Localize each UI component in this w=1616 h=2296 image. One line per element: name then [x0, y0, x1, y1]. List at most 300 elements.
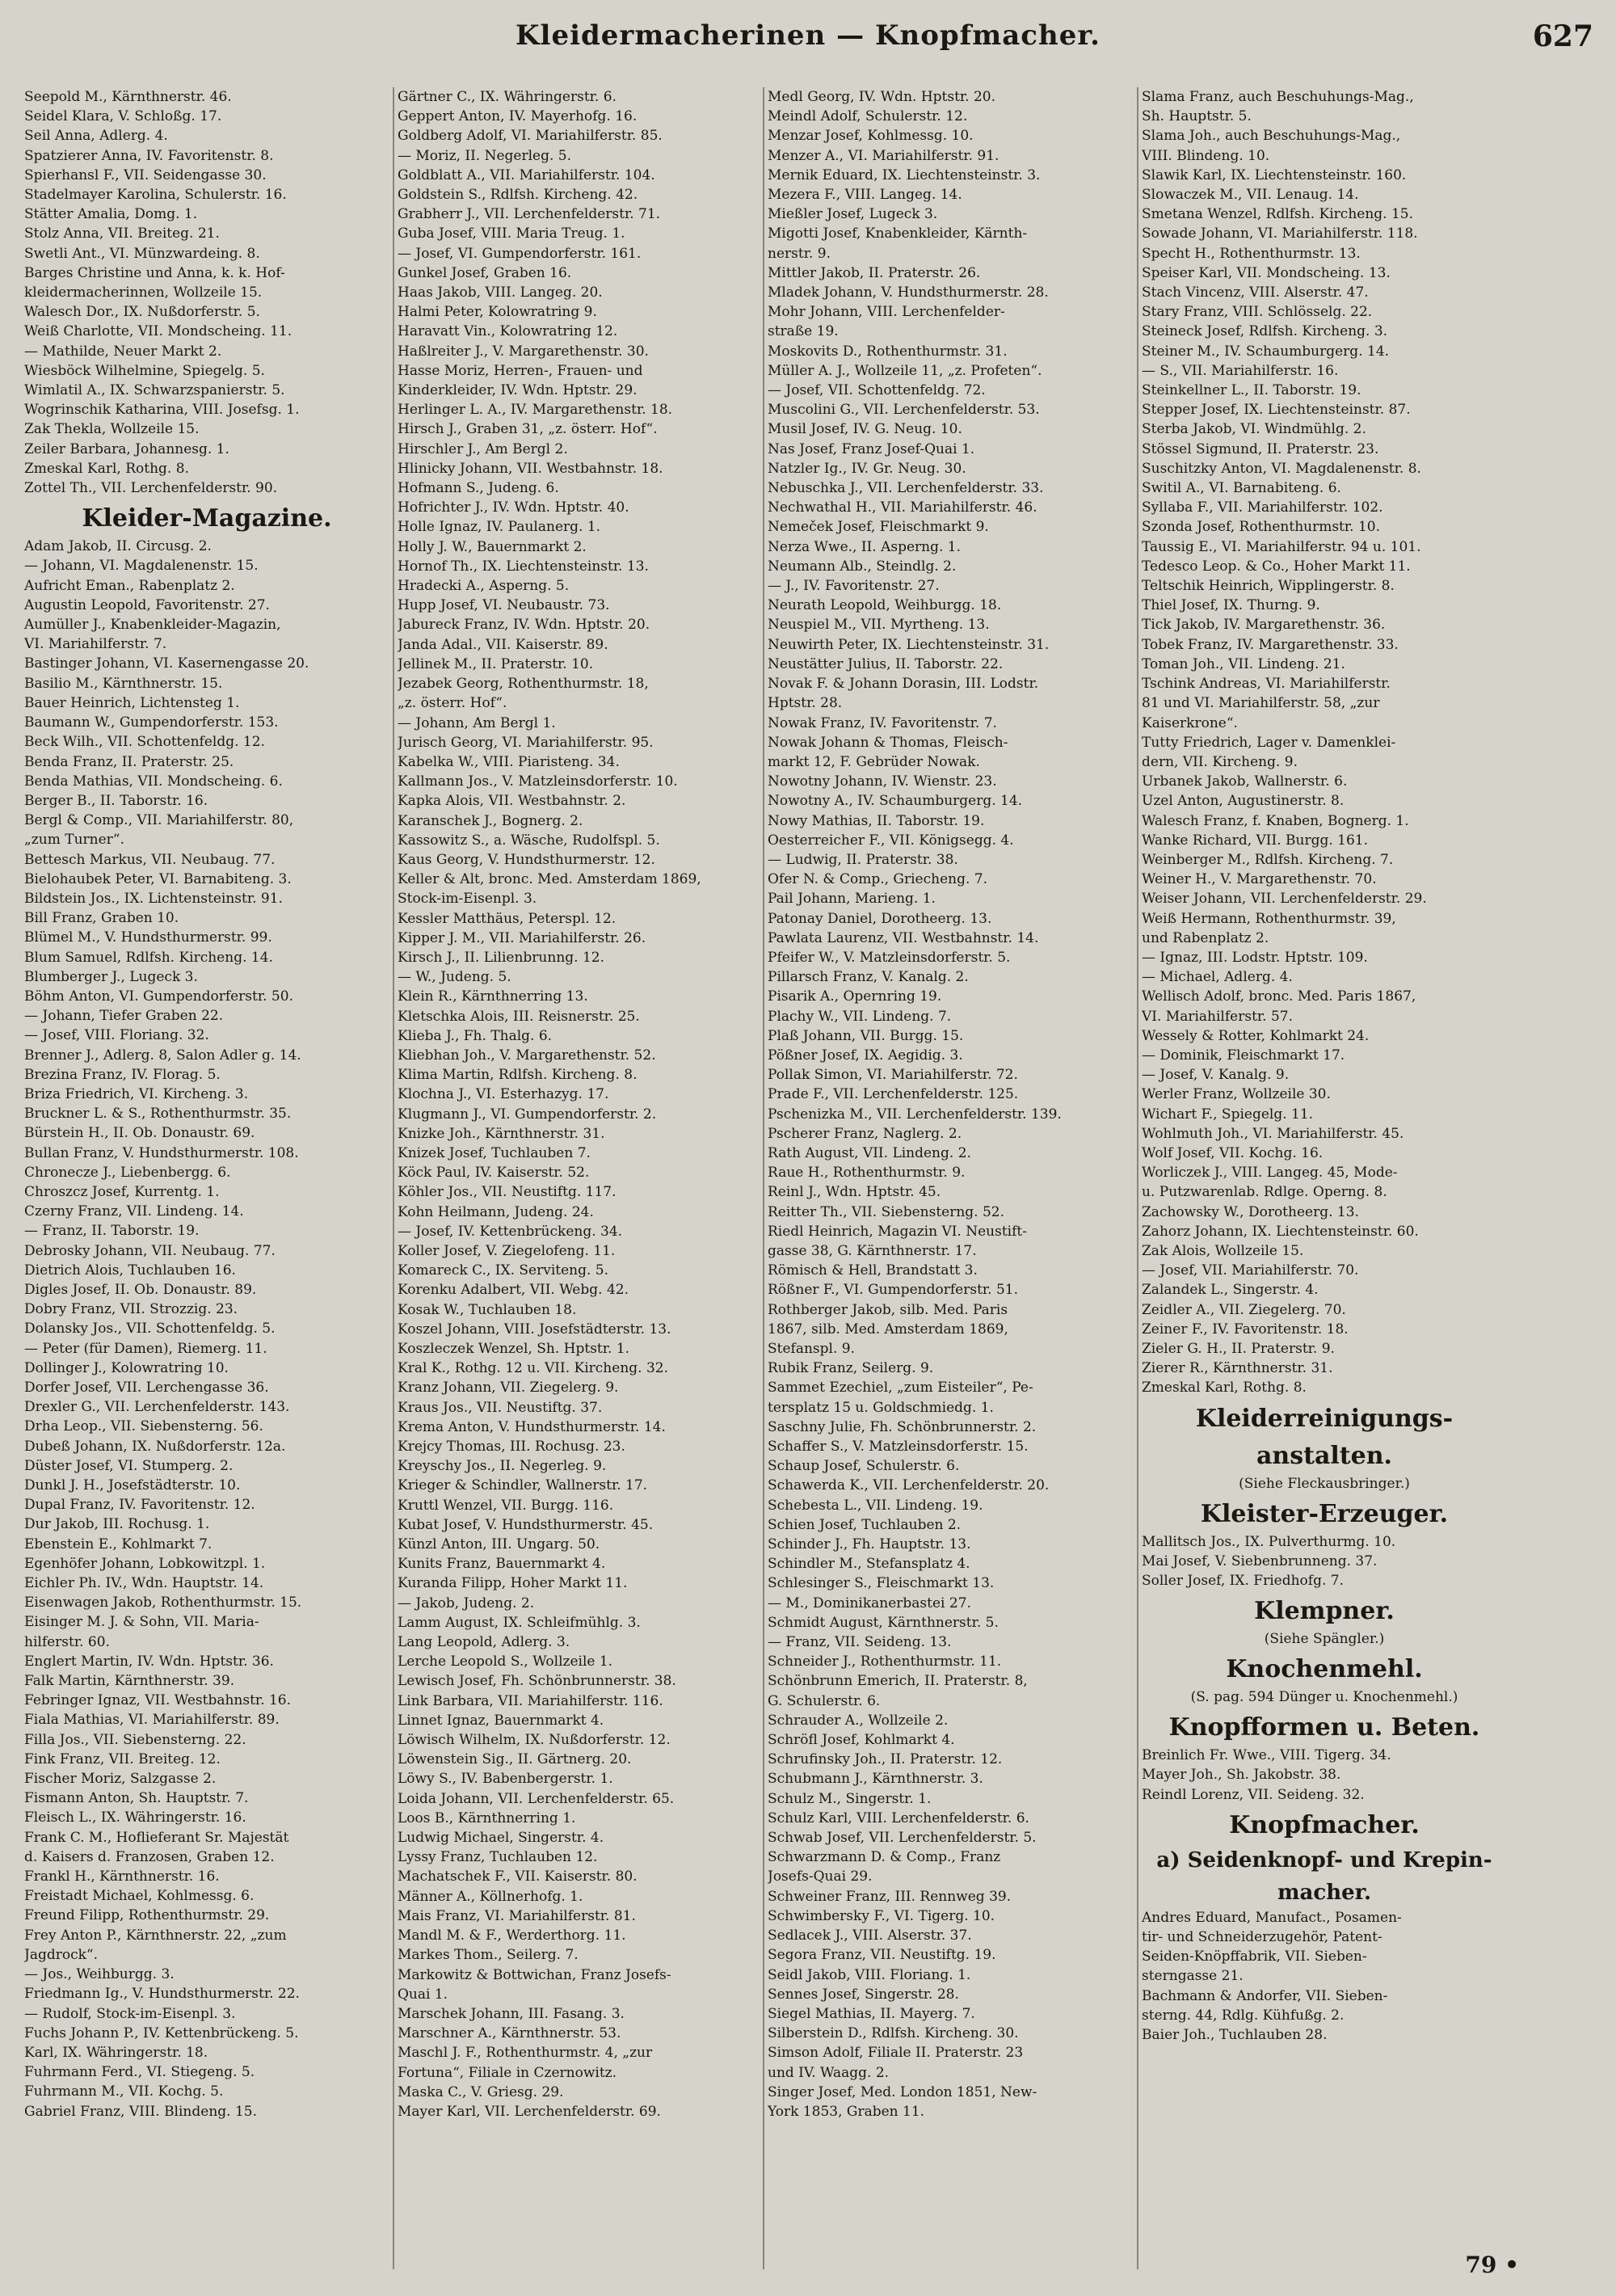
- directory-entry: Zmeskal Karl, Rothg. 8.: [24, 460, 189, 477]
- directory-entry: Markes Thom., Seilerg. 7.: [398, 1947, 579, 1964]
- directory-entry: Düster Josef, VI. Stumperg. 2.: [24, 1457, 234, 1474]
- directory-entry: Nemeček Josef, Fleischmarkt 9.: [768, 519, 989, 536]
- directory-entry: — Jos., Weihburgg. 3.: [24, 1966, 175, 1983]
- directory-entry: Blumberger J., Lugeck 3.: [24, 968, 198, 985]
- directory-entry: Jezabek Georg, Rothenthurmstr. 18,: [398, 676, 649, 693]
- directory-entry: Briza Friedrich, VI. Kircheng. 3.: [24, 1085, 249, 1102]
- directory-entry: Hornof Th., IX. Liechtensteinstr. 13.: [398, 558, 649, 575]
- directory-entry: Wiesböck Wilhelmine, Spiegelg. 5.: [24, 362, 265, 379]
- directory-entry: Schönbrunn Emerich, II. Praterstr. 8,: [768, 1673, 1028, 1690]
- directory-entry: Slowaczek M., VII. Lenaug. 14.: [1142, 187, 1359, 204]
- directory-entry: Schröfl Josef, Kohlmarkt 4.: [768, 1732, 955, 1749]
- directory-entry: Fink Franz, VII. Breiteg. 12.: [24, 1750, 221, 1767]
- directory-entry: Dubeß Johann, IX. Nußdorferstr. 12a.: [24, 1438, 286, 1455]
- directory-entry: Kraus Jos., VII. Neustiftg. 37.: [398, 1399, 603, 1416]
- directory-entry: Smetana Wenzel, Rdlfsh. Kircheng. 15.: [1142, 206, 1413, 223]
- directory-entry: Herlinger L. A., IV. Margarethenstr. 18.: [398, 402, 673, 419]
- directory-entry: Drexler G., VII. Lerchenfelderstr. 143.: [24, 1399, 290, 1416]
- directory-entry: Klima Martin, Rdlfsh. Kircheng. 8.: [398, 1067, 638, 1084]
- directory-entry: Zak Thekla, Wollzeile 15.: [24, 421, 200, 438]
- directory-entry: Krejcy Thomas, III. Rochusg. 23.: [398, 1439, 625, 1456]
- directory-entry: Migotti Josef, Knabenkleider, Kärnth-: [768, 225, 1028, 242]
- directory-entry: VI. Mariahilferstr. 7.: [24, 636, 167, 653]
- directory-entry: Spierhansl F., VII. Seidengasse 30.: [24, 166, 267, 183]
- directory-entry: Koller Josef, V. Ziegelofeng. 11.: [398, 1242, 616, 1259]
- directory-entry: Digles Josef, II. Ob. Donaustr. 89.: [24, 1281, 257, 1298]
- directory-entry: — Josef, IV. Kettenbrückeng. 34.: [398, 1223, 623, 1240]
- directory-entry: Pisarik A., Opernring 19.: [768, 988, 942, 1005]
- directory-entry: Neumann Alb., Steindlg. 2.: [768, 558, 957, 575]
- directory-entry: Kosak W., Tuchlauben 18.: [398, 1301, 577, 1318]
- directory-entry: Klugmann J., VI. Gumpendorferstr. 2.: [398, 1106, 657, 1123]
- directory-entry: Grabherr J., VII. Lerchenfelderstr. 71.: [398, 206, 661, 223]
- directory-entry: Uzel Anton, Augustinerstr. 8.: [1142, 793, 1345, 810]
- directory-entry: kleidermacherinnen, Wollzeile 15.: [24, 284, 263, 301]
- directory-entry: Benda Franz, II. Praterstr. 25.: [24, 753, 234, 770]
- directory-entry: Schlesinger S., Fleischmarkt 13.: [768, 1575, 995, 1592]
- section-heading: Knopfformen u. Beten.: [1168, 1713, 1480, 1742]
- directory-entry: Marschek Johann, III. Fasang. 3.: [398, 2005, 625, 2022]
- directory-entry: Weiß Hermann, Rothenthurmstr. 39,: [1142, 910, 1396, 927]
- directory-entry: Zottel Th., VII. Lerchenfelderstr. 90.: [24, 480, 278, 497]
- directory-entry: Slama Franz, auch Beschuhungs-Mag.,: [1142, 89, 1414, 105]
- directory-entry: Stolz Anna, VII. Breiteg. 21.: [24, 225, 220, 242]
- directory-entry: Rößner F., VI. Gumpendorferstr. 51.: [768, 1282, 1019, 1299]
- directory-entry: Mayer Joh., Sh. Jakobstr. 38.: [1142, 1767, 1341, 1784]
- directory-entry: Weinberger M., Rdlfsh. Kircheng. 7.: [1142, 851, 1394, 868]
- directory-entry: Kliebhan Joh., V. Margarethenstr. 52.: [398, 1047, 656, 1064]
- directory-entry: Schrufinsky Joh., II. Praterstr. 12.: [768, 1751, 1003, 1768]
- directory-entry: Eisinger M. J. & Sohn, VII. Maria-: [24, 1614, 259, 1631]
- directory-entry: Moskovits D., Rothenthurmstr. 31.: [768, 343, 1008, 360]
- directory-entry: Knizke Joh., Kärnthnerstr. 31.: [398, 1125, 605, 1142]
- directory-entry: Musil Josef, IV. G. Neug. 10.: [768, 421, 962, 438]
- column-3: [768, 87, 1133, 2269]
- directory-entry: Koszel Johann, VIII. Josefstädterstr. 13.: [398, 1321, 671, 1338]
- directory-entry: Mießler Josef, Lugeck 3.: [768, 206, 938, 223]
- directory-entry: markt 12, F. Gebrüder Nowak.: [768, 753, 980, 770]
- directory-entry: Suschitzky Anton, VI. Magdalenenstr. 8.: [1142, 460, 1421, 477]
- directory-entry: Kinderkleider, IV. Wdn. Hptstr. 29.: [398, 382, 638, 399]
- directory-entry: und Rabenplatz 2.: [1142, 929, 1269, 946]
- directory-entry: — S., VII. Mariahilferstr. 16.: [1142, 362, 1339, 379]
- directory-entry: Gärtner C., IX. Währingerstr. 6.: [398, 89, 617, 105]
- directory-entry: Dietrich Alois, Tuchlauben 16.: [24, 1262, 236, 1279]
- directory-entry: Köck Paul, IV. Kaiserstr. 52.: [398, 1165, 590, 1182]
- directory-entry: Schrauder A., Wollzeile 2.: [768, 1712, 949, 1729]
- directory-entry: gasse 38, G. Kärnthnerstr. 17.: [768, 1242, 977, 1259]
- directory-entry: Dunkl J. H., Josefstädterstr. 10.: [24, 1477, 241, 1494]
- directory-entry: Meindl Adolf, Schulerstr. 12.: [768, 108, 968, 125]
- directory-entry: Kohn Heilmann, Judeng. 24.: [398, 1203, 594, 1220]
- directory-entry: Lyssy Franz, Tuchlauben 12.: [398, 1849, 598, 1866]
- directory-entry: Wessely & Rotter, Kohlmarkt 24.: [1142, 1027, 1370, 1044]
- directory-entry: 81 und VI. Mariahilferstr. 58, „zur: [1142, 695, 1380, 712]
- directory-entry: Hlinicky Johann, VII. Westbahnstr. 18.: [398, 460, 663, 477]
- directory-entry: Fuchs Johann P., IV. Kettenbrückeng. 5.: [24, 2024, 299, 2041]
- directory-entry: Korenku Adalbert, VII. Webg. 42.: [398, 1282, 629, 1299]
- directory-entry: Reitter Th., VII. Siebensterng. 52.: [768, 1203, 1005, 1220]
- directory-entry: Baumann W., Gumpendorferstr. 153.: [24, 714, 279, 731]
- directory-entry: Zmeskal Karl, Rothg. 8.: [1142, 1380, 1307, 1397]
- directory-entry: Rath August, VII. Lindeng. 2.: [768, 1144, 971, 1161]
- directory-entry: Klieba J., Fh. Thalg. 6.: [398, 1027, 553, 1044]
- directory-entry: Chroszcz Josef, Kurrentg. 1.: [24, 1183, 220, 1200]
- directory-entry: Stadelmayer Karolina, Schulerstr. 16.: [24, 187, 287, 204]
- directory-entry: Adam Jakob, II. Circusg. 2.: [24, 538, 212, 555]
- directory-entry: Tedesco Leop. & Co., Hoher Markt 11.: [1142, 558, 1411, 575]
- directory-entry: Hofmann S., Judeng. 6.: [398, 480, 559, 497]
- directory-entry: Guba Josef, VIII. Maria Treug. 1.: [398, 225, 625, 242]
- directory-entry: Plaß Johann, VII. Burgg. 15.: [768, 1027, 964, 1044]
- directory-entry: — Johann, VI. Magdalenenstr. 15.: [24, 558, 259, 575]
- directory-entry: Schinder J., Fh. Hauptstr. 13.: [768, 1536, 971, 1553]
- directory-entry: Markowitz & Bottwichan, Franz Josefs-: [398, 1966, 671, 1983]
- directory-entry: — Josef, V. Kanalg. 9.: [1142, 1067, 1290, 1084]
- directory-entry: Hirsch J., Graben 31, „z. österr. Hof“.: [398, 421, 658, 438]
- directory-entry: Zahorz Johann, IX. Liechtensteinstr. 60.: [1142, 1223, 1419, 1240]
- directory-entry: Mernik Eduard, IX. Liechtensteinstr. 3.: [768, 166, 1041, 183]
- directory-entry: Augustin Leopold, Favoritenstr. 27.: [24, 596, 270, 613]
- directory-entry: Müller A. J., Wollzeile 11, „z. Profeten“.: [768, 362, 1042, 379]
- directory-entry: Benda Mathias, VII. Mondscheing. 6.: [24, 773, 283, 790]
- directory-entry: Silberstein D., Rdlfsh. Kircheng. 30.: [768, 2025, 1019, 2042]
- directory-entry: Switil A., VI. Barnabiteng. 6.: [1142, 480, 1341, 497]
- directory-entry: Wohlmuth Joh., VI. Mariahilferstr. 45.: [1142, 1125, 1404, 1142]
- directory-entry: — W., Judeng. 5.: [398, 969, 511, 986]
- directory-entry: Novak F. & Johann Dorasin, III. Lodstr.: [768, 676, 1039, 693]
- directory-entry: Natzler Ig., IV. Gr. Neug. 30.: [768, 460, 966, 477]
- directory-entry: Köhler Jos., VII. Neustiftg. 117.: [398, 1184, 617, 1201]
- directory-entry: Beck Wilh., VII. Schottenfeldg. 12.: [24, 734, 265, 751]
- directory-entry: — Ludwig, II. Praterstr. 38.: [768, 851, 958, 868]
- directory-entry: Zeiner F., IV. Favoritenstr. 18.: [1142, 1321, 1349, 1338]
- directory-entry: Werler Franz, Wollzeile 30.: [1142, 1086, 1331, 1103]
- directory-entry: Bill Franz, Graben 10.: [24, 910, 179, 927]
- directory-entry: Reindl Lorenz, VII. Seideng. 32.: [1142, 1786, 1365, 1803]
- directory-entry: Stätter Amalia, Domg. 1.: [24, 206, 198, 223]
- directory-entry: Seepold M., Kärnthnerstr. 46.: [24, 89, 232, 105]
- directory-entry: Kassowitz S., a. Wäsche, Rudolfspl. 5.: [398, 832, 660, 849]
- directory-entry: Jabureck Franz, IV. Wdn. Hptstr. 20.: [398, 617, 650, 634]
- directory-entry: Marschner A., Kärnthnerstr. 53.: [398, 2025, 621, 2042]
- directory-entry: Bergl & Comp., VII. Mariahilferstr. 80,: [24, 812, 294, 829]
- directory-entry: Komareck C., IX. Serviteng. 5.: [398, 1262, 609, 1279]
- directory-entry: — Franz, VII. Seideng. 13.: [768, 1634, 952, 1651]
- directory-entry: Falk Martin, Kärnthnerstr. 39.: [24, 1673, 235, 1690]
- directory-entry: Schulz M., Singerstr. 1.: [768, 1790, 932, 1807]
- directory-entry: Karanschek J., Bognerg. 2.: [398, 812, 583, 829]
- directory-entry: d. Kaisers d. Franzosen, Graben 12.: [24, 1848, 275, 1865]
- directory-entry: Basilio M., Kärnthnerstr. 15.: [24, 675, 223, 692]
- directory-entry: — Ignaz, III. Lodstr. Hptstr. 109.: [1142, 949, 1368, 966]
- directory-entry: Kubat Josef, V. Hundsthurmerstr. 45.: [398, 1516, 654, 1533]
- directory-entry: u. Putzwarenlab. Rdlge. Operng. 8.: [1142, 1184, 1387, 1201]
- directory-entry: VIII. Blindeng. 10.: [1142, 147, 1270, 164]
- directory-entry: Bettesch Markus, VII. Neubaug. 77.: [24, 851, 276, 868]
- directory-entry: Fuhrmann M., VII. Kochg. 5.: [24, 2083, 224, 2100]
- directory-entry: Thiel Josef, IX. Thurng. 9.: [1142, 597, 1320, 614]
- section-heading: Kleister-Erzeuger.: [1200, 1499, 1449, 1528]
- directory-entry: Pfeifer W., V. Matzleinsdorferstr. 5.: [768, 949, 1011, 966]
- column-2: [398, 87, 763, 2269]
- directory-entry: Ludwig Michael, Singerstr. 4.: [398, 1830, 604, 1847]
- directory-entry: Andres Eduard, Manufact., Posamen-: [1142, 1909, 1402, 1926]
- directory-entry: Bielohaubek Peter, VI. Barnabiteng. 3.: [24, 870, 292, 887]
- directory-entry: Gabriel Franz, VIII. Blindeng. 15.: [24, 2103, 257, 2120]
- directory-entry: Nowotny Johann, IV. Wienstr. 23.: [768, 773, 997, 790]
- directory-entry: Dupal Franz, IV. Favoritenstr. 12.: [24, 1497, 255, 1514]
- directory-entry: Weiß Charlotte, VII. Mondscheing. 11.: [24, 323, 292, 340]
- directory-entry: Bullan Franz, V. Hundsthurmerstr. 108.: [24, 1144, 299, 1161]
- directory-entry: Pollak Simon, VI. Mariahilferstr. 72.: [768, 1067, 1018, 1084]
- directory-entry: — Mathilde, Neuer Markt 2.: [24, 343, 222, 360]
- directory-entry: Kirsch J., II. Lilienbrunng. 12.: [398, 949, 604, 966]
- directory-entry: Pail Johann, Marieng. 1.: [768, 891, 936, 908]
- directory-entry: Zachowsky W., Dorotheerg. 13.: [1142, 1203, 1359, 1220]
- directory-entry: Schebesta L., VII. Lindeng. 19.: [768, 1497, 983, 1514]
- directory-entry: Rubik Franz, Seilerg. 9.: [768, 1360, 934, 1377]
- directory-entry: Nowy Mathias, II. Taborstr. 19.: [768, 812, 985, 829]
- directory-entry: Freistadt Michael, Kohlmessg. 6.: [24, 1888, 255, 1905]
- directory-entry: Slawik Karl, IX. Liechtensteinstr. 160.: [1142, 166, 1407, 183]
- directory-entry: Sedlacek J., VIII. Alserstr. 37.: [768, 1927, 972, 1944]
- directory-entry: Kranz Johann, VII. Ziegelerg. 9.: [398, 1380, 619, 1397]
- directory-entry: 1867, silb. Med. Amsterdam 1869,: [768, 1321, 1008, 1338]
- directory-entry: — Rudolf, Stock-im-Eisenpl. 3.: [24, 2005, 236, 2022]
- directory-entry: Chronecze J., Liebenbergg. 6.: [24, 1164, 231, 1181]
- column-1: [24, 87, 389, 2269]
- directory-entry: Eichler Ph. IV., Wdn. Hauptstr. 14.: [24, 1575, 264, 1592]
- directory-entry: Böhm Anton, VI. Gumpendorferstr. 50.: [24, 988, 293, 1005]
- directory-entry: Fleisch L., IX. Währingerstr. 16.: [24, 1809, 246, 1826]
- directory-entry: Bachmann & Andorfer, VII. Sieben-: [1142, 1987, 1388, 2004]
- directory-entry: G. Schulerstr. 6.: [768, 1692, 881, 1709]
- directory-entry: Singer Josef, Med. London 1851, New-: [768, 2083, 1037, 2100]
- directory-entry: — Josef, VII. Mariahilferstr. 70.: [1142, 1262, 1359, 1279]
- directory-entry: Hptstr. 28.: [768, 695, 843, 712]
- directory-entry: Goldberg Adolf, VI. Mariahilferstr. 85.: [398, 128, 663, 145]
- directory-entry: Schneider J., Rothenthurmstr. 11.: [768, 1654, 1002, 1670]
- directory-entry: Machatschek F., VII. Kaiserstr. 80.: [398, 1868, 638, 1885]
- directory-entry: Schien Josef, Tuchlauben 2.: [768, 1516, 962, 1533]
- directory-entry: Keller & Alt, bronc. Med. Amsterdam 1869,: [398, 871, 701, 888]
- directory-entry: Römisch & Hell, Brandstatt 3.: [768, 1262, 978, 1279]
- directory-entry: Soller Josef, IX. Friedhofg. 7.: [1142, 1573, 1344, 1590]
- directory-entry: Goldblatt A., VII. Mariahilferstr. 104.: [398, 166, 655, 183]
- directory-entry: Nebuschka J., VII. Lerchenfelderstr. 33.: [768, 480, 1044, 497]
- directory-entry: Plachy W., VII. Lindeng. 7.: [768, 1008, 952, 1025]
- section-heading: anstalten.: [1256, 1441, 1393, 1470]
- directory-entry: hilferstr. 60.: [24, 1633, 110, 1650]
- directory-entry: — Peter (für Damen), Riemerg. 11.: [24, 1340, 267, 1357]
- directory-entry: Holle Ignaz, IV. Paulanerg. 1.: [398, 519, 601, 536]
- directory-entry: Stach Vincenz, VIII. Alserstr. 47.: [1142, 284, 1369, 301]
- directory-entry: Maschl J. F., Rothenthurmstr. 4, „zur: [398, 2045, 653, 2062]
- directory-entry: Linnet Ignaz, Bauernmarkt 4.: [398, 1712, 604, 1729]
- directory-entry: Künzl Anton, III. Ungarg. 50.: [398, 1536, 600, 1553]
- directory-entry: — Josef, VII. Schottenfeldg. 72.: [768, 382, 986, 399]
- directory-entry: Geppert Anton, IV. Mayerhofg. 16.: [398, 108, 638, 125]
- directory-entry: Stössel Sigmund, II. Praterstr. 23.: [1142, 440, 1379, 457]
- directory-entry: Loos B., Kärnthnerring 1.: [398, 1809, 576, 1826]
- directory-entry: Mayer Karl, VII. Lerchenfelderstr. 69.: [398, 2103, 661, 2120]
- directory-entry: Dorfer Josef, VII. Lerchengasse 36.: [24, 1380, 269, 1396]
- directory-entry: Jurisch Georg, VI. Mariahilferstr. 95.: [398, 734, 654, 751]
- directory-entry: Fiala Mathias, VI. Mariahilferstr. 89.: [24, 1712, 280, 1729]
- directory-entry: Bürstein H., II. Ob. Donaustr. 69.: [24, 1125, 255, 1142]
- directory-entry: Schaup Josef, Schulerstr. 6.: [768, 1458, 960, 1475]
- directory-entry: Weiner H., V. Margarethenstr. 70.: [1142, 871, 1377, 888]
- directory-entry: Kabelka W., VIII. Piaristeng. 34.: [398, 753, 620, 770]
- directory-entry: Jagdrock“.: [24, 1946, 98, 1963]
- directory-entry: Sammet Ezechiel, „zum Eisteiler“, Pe-: [768, 1380, 1033, 1397]
- directory-entry: Quai 1.: [398, 1986, 448, 2003]
- directory-entry: Dobry Franz, VII. Strozzig. 23.: [24, 1301, 238, 1318]
- directory-entry: nerstr. 9.: [768, 245, 831, 262]
- directory-entry: Schweiner Franz, III. Rennweg 39.: [768, 1888, 1012, 1905]
- directory-entry: Zeiler Barbara, Johannesg. 1.: [24, 440, 229, 457]
- directory-entry: Segora Franz, VII. Neustiftg. 19.: [768, 1947, 996, 1964]
- directory-entry: Pillarsch Franz, V. Kanalg. 2.: [768, 969, 969, 986]
- directory-entry: Stock-im-Eisenpl. 3.: [398, 891, 537, 908]
- directory-entry: Steineck Josef, Rdlfsh. Kircheng. 3.: [1142, 323, 1388, 340]
- directory-entry: Taussig E., VI. Mariahilferstr. 94 u. 101.: [1142, 538, 1421, 555]
- directory-entry: — Johann, Tiefer Graben 22.: [24, 1008, 224, 1025]
- directory-entry: Kunits Franz, Bauernmarkt 4.: [398, 1556, 606, 1573]
- directory-entry: Swetli Ant., VI. Münzwardeing. 8.: [24, 245, 260, 262]
- directory-entry: Knizek Josef, Tuchlauben 7.: [398, 1144, 591, 1161]
- directory-entry: Menzar Josef, Kohlmessg. 10.: [768, 128, 974, 145]
- directory-entry: Zalandek L., Singerstr. 4.: [1142, 1282, 1319, 1299]
- directory-entry: Spatzierer Anna, IV. Favoritenstr. 8.: [24, 147, 274, 164]
- directory-entry: — Dominik, Fleischmarkt 17.: [1142, 1047, 1345, 1064]
- directory-entry: Zak Alois, Wollzeile 15.: [1142, 1242, 1304, 1259]
- directory-entry: Muscolini G., VII. Lerchenfelderstr. 53.: [768, 402, 1040, 419]
- directory-entry: Kuranda Filipp, Hoher Markt 11.: [398, 1575, 628, 1592]
- directory-entry: Brenner J., Adlerg. 8, Salon Adler g. 14.: [24, 1047, 301, 1064]
- directory-entry: Friedmann Ig., V. Hundsthurmerstr. 22.: [24, 1986, 300, 2003]
- directory-entry: — J., IV. Favoritenstr. 27.: [768, 578, 940, 595]
- directory-entry: Neustätter Julius, II. Taborstr. 22.: [768, 655, 1004, 672]
- directory-entry: Wellisch Adolf, bronc. Med. Paris 1867,: [1142, 988, 1416, 1005]
- directory-entry: Tobek Franz, IV. Margarethenstr. 33.: [1142, 636, 1399, 653]
- directory-entry: Goldstein S., Rdlfsh. Kircheng. 42.: [398, 187, 638, 204]
- directory-entry: Mais Franz, VI. Mariahilferstr. 81.: [398, 1907, 636, 1924]
- directory-entry: Siegel Mathias, II. Mayerg. 7.: [768, 2005, 975, 2022]
- directory-entry: Kipper J. M., VII. Mariahilferstr. 26.: [398, 929, 646, 946]
- column-divider: [1137, 87, 1138, 2269]
- directory-entry: Koszleczek Wenzel, Sh. Hptstr. 1.: [398, 1341, 630, 1357]
- directory-entry: Syllaba F., VII. Mariahilferstr. 102.: [1142, 499, 1383, 516]
- directory-entry: Dollinger J., Kolowratring 10.: [24, 1359, 229, 1376]
- directory-entry: Rothberger Jakob, silb. Med. Paris: [768, 1301, 1008, 1318]
- directory-entry: Drha Leop., VII. Siebensterng. 56.: [24, 1418, 263, 1435]
- directory-entry: Riedl Heinrich, Magazin VI. Neustift-: [768, 1223, 1027, 1240]
- directory-entry: — Franz, II. Taborstr. 19.: [24, 1223, 200, 1240]
- directory-entry: Löwisch Wilhelm, IX. Nußdorferstr. 12.: [398, 1732, 671, 1749]
- directory-entry: Holly J. W., Bauernmarkt 2.: [398, 538, 587, 555]
- directory-entry: Kallmann Jos., V. Matzleinsdorferstr. 10.: [398, 773, 678, 790]
- directory-entry: Hradecki A., Asperng. 5.: [398, 578, 570, 595]
- directory-entry: Frey Anton P., Kärnthnerstr. 22, „zum: [24, 1927, 287, 1944]
- directory-entry: Mezera F., VIII. Langeg. 14.: [768, 187, 962, 204]
- column-divider: [393, 87, 394, 2269]
- directory-entry: Fortuna“, Filiale in Czernowitz.: [398, 2064, 617, 2081]
- directory-entry: Worliczek J., VIII. Langeg. 45, Mode-: [1142, 1165, 1398, 1182]
- directory-entry: VI. Mariahilferstr. 57.: [1142, 1008, 1293, 1025]
- directory-entry: Karl, IX. Währingerstr. 18.: [24, 2044, 208, 2061]
- directory-entry: Schwimbersky F., VI. Tigerg. 10.: [768, 1907, 995, 1924]
- subsection-heading: a) Seidenknopf- und Krepin-: [1156, 1847, 1492, 1873]
- directory-entry: Urbanek Jakob, Wallnerstr. 6.: [1142, 773, 1348, 790]
- directory-entry: Speiser Karl, VII. Mondscheing. 13.: [1142, 264, 1391, 281]
- directory-entry: Kessler Matthäus, Peterspl. 12.: [398, 910, 617, 927]
- directory-entry: Szonda Josef, Rothenthurmstr. 10.: [1142, 519, 1380, 536]
- directory-entry: Schawerda K., VII. Lerchenfelderstr. 20.: [768, 1477, 1050, 1494]
- directory-entry: Specht H., Rothenthurmstr. 13.: [1142, 245, 1361, 262]
- directory-entry: Wichart F., Spiegelg. 11.: [1142, 1106, 1314, 1123]
- directory-entry: Reinl J., Wdn. Hptstr. 45.: [768, 1184, 941, 1201]
- directory-entry: Czerny Franz, VII. Lindeng. 14.: [24, 1203, 244, 1220]
- directory-entry: Toman Joh., VII. Lindeng. 21.: [1142, 655, 1345, 672]
- directory-entry: Zierer R., Kärnthnerstr. 31.: [1142, 1360, 1333, 1377]
- directory-entry: Krema Anton, V. Hundsthurmerstr. 14.: [398, 1418, 666, 1435]
- directory-entry: Bildstein Jos., IX. Lichtensteinstr. 91.: [24, 890, 283, 907]
- directory-entry: Jellinek M., II. Praterstr. 10.: [398, 655, 594, 672]
- directory-entry: Aumüller J., Knabenkleider-Magazin,: [24, 617, 281, 634]
- directory-entry: Nechwathal H., VII. Mariahilferstr. 46.: [768, 499, 1037, 516]
- directory-entry: Wolf Josef, VII. Kochg. 16.: [1142, 1144, 1324, 1161]
- directory-entry: Febringer Ignaz, VII. Westbahnstr. 16.: [24, 1692, 292, 1709]
- directory-entry: Tick Jakob, IV. Margarethenstr. 36.: [1142, 617, 1386, 634]
- directory-entry: Schindler M., Stefansplatz 4.: [768, 1556, 970, 1573]
- directory-entry: Tschink Andreas, VI. Mariahilferstr.: [1142, 676, 1391, 693]
- directory-entry: Pawlata Laurenz, VII. Westbahnstr. 14.: [768, 929, 1039, 946]
- directory-entry: Freund Filipp, Rothenthurmstr. 29.: [24, 1907, 270, 1924]
- directory-entry: Link Barbara, VII. Mariahilferstr. 116.: [398, 1692, 663, 1709]
- cross-reference-note: (Siehe Fleckausbringer.): [1239, 1475, 1410, 1492]
- directory-entry: Blümel M., V. Hundsthurmerstr. 99.: [24, 929, 272, 946]
- directory-entry: Neurath Leopold, Weihburgg. 18.: [768, 597, 1002, 614]
- directory-entry: Pscherer Franz, Naglerg. 2.: [768, 1125, 962, 1142]
- directory-entry: Hofrichter J., IV. Wdn. Hptstr. 40.: [398, 499, 629, 516]
- directory-entry: Wogrinschik Katharina, VIII. Josefsg. 1.: [24, 402, 300, 419]
- cross-reference-note: (S. pag. 594 Dünger u. Knochenmehl.): [1190, 1689, 1458, 1706]
- directory-entry: Mladek Johann, V. Hundsthurmerstr. 28.: [768, 284, 1049, 301]
- directory-entry: — Jakob, Judeng. 2.: [398, 1595, 535, 1611]
- directory-entry: Blum Samuel, Rdlfsh. Kircheng. 14.: [24, 949, 273, 966]
- section-heading: Knochenmehl.: [1226, 1655, 1423, 1684]
- directory-entry: Lang Leopold, Adlerg. 3.: [398, 1634, 570, 1651]
- directory-entry: Debrosky Johann, VII. Neubaug. 77.: [24, 1242, 276, 1259]
- directory-entry: Neuspiel M., VII. Myrtheng. 13.: [768, 617, 990, 634]
- directory-entry: Fuhrmann Ferd., VI. Stiegeng. 5.: [24, 2064, 255, 2081]
- directory-entry: Slama Joh., auch Beschuhungs-Mag.,: [1142, 128, 1401, 145]
- directory-entry: Bauer Heinrich, Lichtensteg 1.: [24, 694, 240, 711]
- directory-entry: Patonay Daniel, Dorotheerg. 13.: [768, 910, 992, 927]
- directory-entry: „zum Turner“.: [24, 832, 124, 849]
- directory-entry: Wanke Richard, VII. Burgg. 161.: [1142, 832, 1369, 849]
- directory-entry: Mallitsch Jos., IX. Pulverthurmg. 10.: [1142, 1533, 1396, 1550]
- directory-entry: Zieler G. H., II. Praterstr. 9.: [1142, 1341, 1335, 1357]
- directory-entry: Lewisch Josef, Fh. Schönbrunnerstr. 38.: [398, 1673, 676, 1690]
- directory-entry: Löwy S., IV. Babenbergerstr. 1.: [398, 1771, 613, 1788]
- directory-entry: Steinkellner L., II. Taborstr. 19.: [1142, 382, 1361, 399]
- directory-entry: — Josef, VIII. Floriang. 32.: [24, 1027, 209, 1044]
- directory-entry: Mohr Johann, VIII. Lerchenfelder-: [768, 304, 1005, 321]
- directory-entry: Loida Johann, VII. Lerchenfelderstr. 65.: [398, 1790, 675, 1807]
